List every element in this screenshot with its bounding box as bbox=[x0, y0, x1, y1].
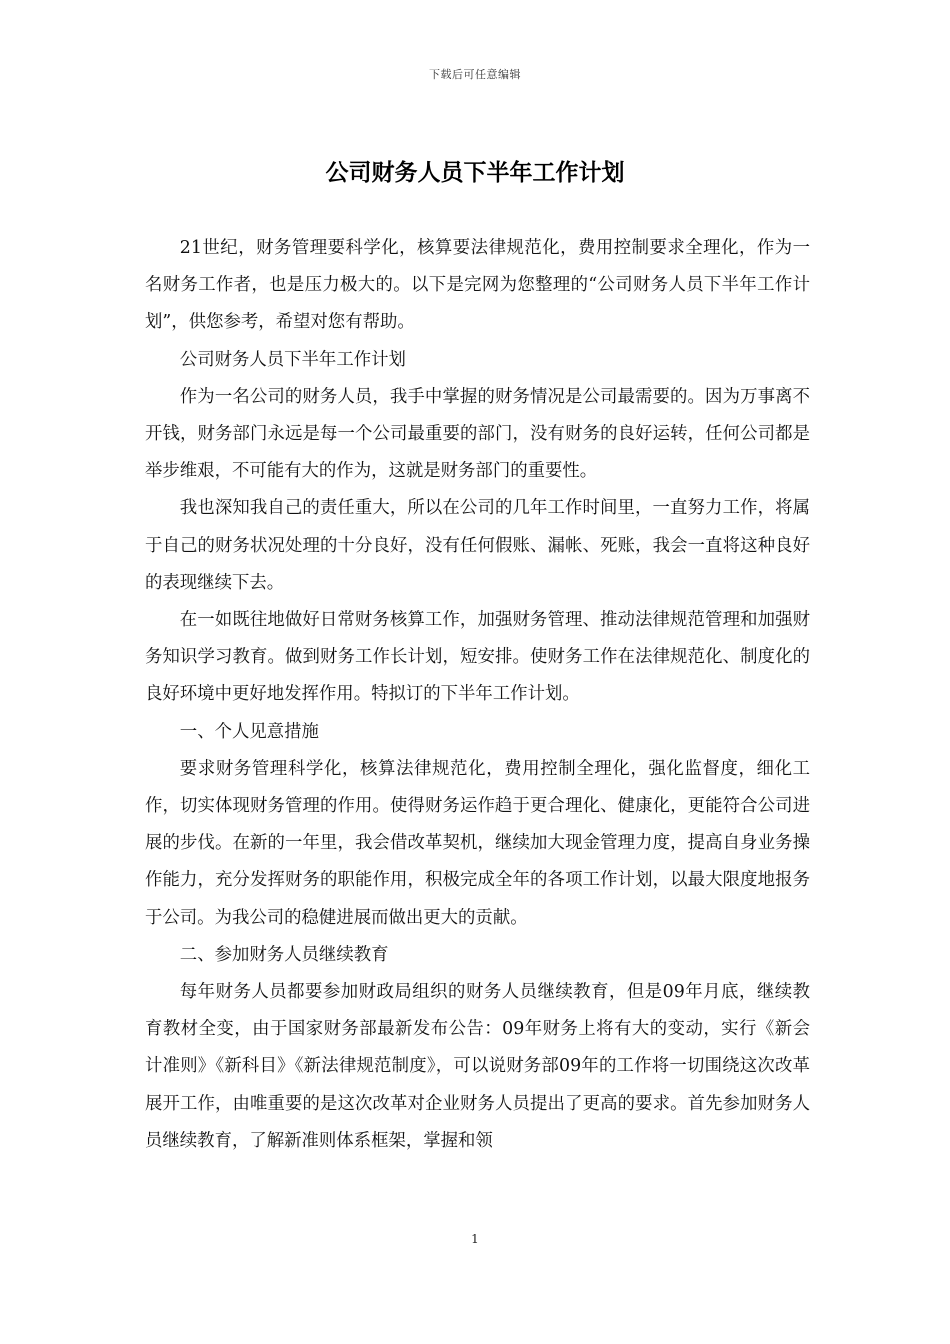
document-body bbox=[145, 230, 810, 1160]
page-number: 1 bbox=[471, 1232, 479, 1246]
body-paragraph: 要求财务管理科学化，核算法律规范化，费用控制全理化，强化监督度，细化工作，切实体现财务管理的作用。使得财务运作趋于更合理化、健康化，更能符合公司进展的步伐。在新的一年里，我会借改革契机，继续加大现金管理力度，提高自身业务操作能力，充分发挥财务的职能作用，积极完成全年的各项工作计划，以最大限度地报务于公司。为我公司的稳健进展而做出更大的贡献。 bbox=[145, 758, 810, 928]
subtitle-paragraph: 公司财务人员下半年工作计划 bbox=[179, 349, 406, 370]
header-note: 下载后可任意编辑 bbox=[429, 68, 521, 81]
body-paragraph: 作为一名公司的财务人员，我手中掌握的财务情况是公司最需要的。因为万事离不开钱，财务部门永远是每一个公司最重要的部门，没有财务的良好运转，任何公司都是举步维艰，不可能有大的作为，这就是财务部门的重要性。 bbox=[145, 386, 810, 482]
intro-paragraph: 21世纪，财务管理要科学化，核算要法律规范化，费用控制要求全理化，作为一名财务工作者，也是压力极大的。以下是完网为您整理的“公司财务人员下半年工作计划”，供您参考，希望对您有帮助。 bbox=[145, 238, 810, 333]
body-paragraph: 我也深知我自己的责任重大，所以在公司的几年工作时间里，一直努力工作，将属于自己的财务状况处理的十分良好，没有任何假账、漏帐、死账，我会一直将这种良好的表现继续下去。 bbox=[145, 498, 810, 593]
body-paragraph: 在一如既往地做好日常财务核算工作，加强财务管理、推动法律规范管理和加强财务知识学习教育。做到财务工作长计划，短安排。使财务工作在法律规范化、制度化的良好环境中更好地发挥作用。特拟订的下半年工作计划。 bbox=[145, 610, 810, 705]
section-heading: 一、个人见意措施 bbox=[179, 721, 319, 742]
body-paragraph: 每年财务人员都要参加财政局组织的财务人员继续教育，但是09年月底，继续教育教材全变，由于国家财务部最新发布公告：09年财务上将有大的变动，实行《新会计准则》《新科目》《新法律规范制度》，可以说财务部09年的工作将一切围绕这次改革展开工作，由唯重要的是这次改革对企业财务人员提出了更高的要求。首先参加财务人员继续教育，了解新准则体系框架，掌握和领 bbox=[145, 982, 810, 1151]
section-heading: 二、参加财务人员继续教育 bbox=[179, 944, 389, 965]
document-title: 公司财务人员下半年工作计划 bbox=[325, 160, 625, 186]
